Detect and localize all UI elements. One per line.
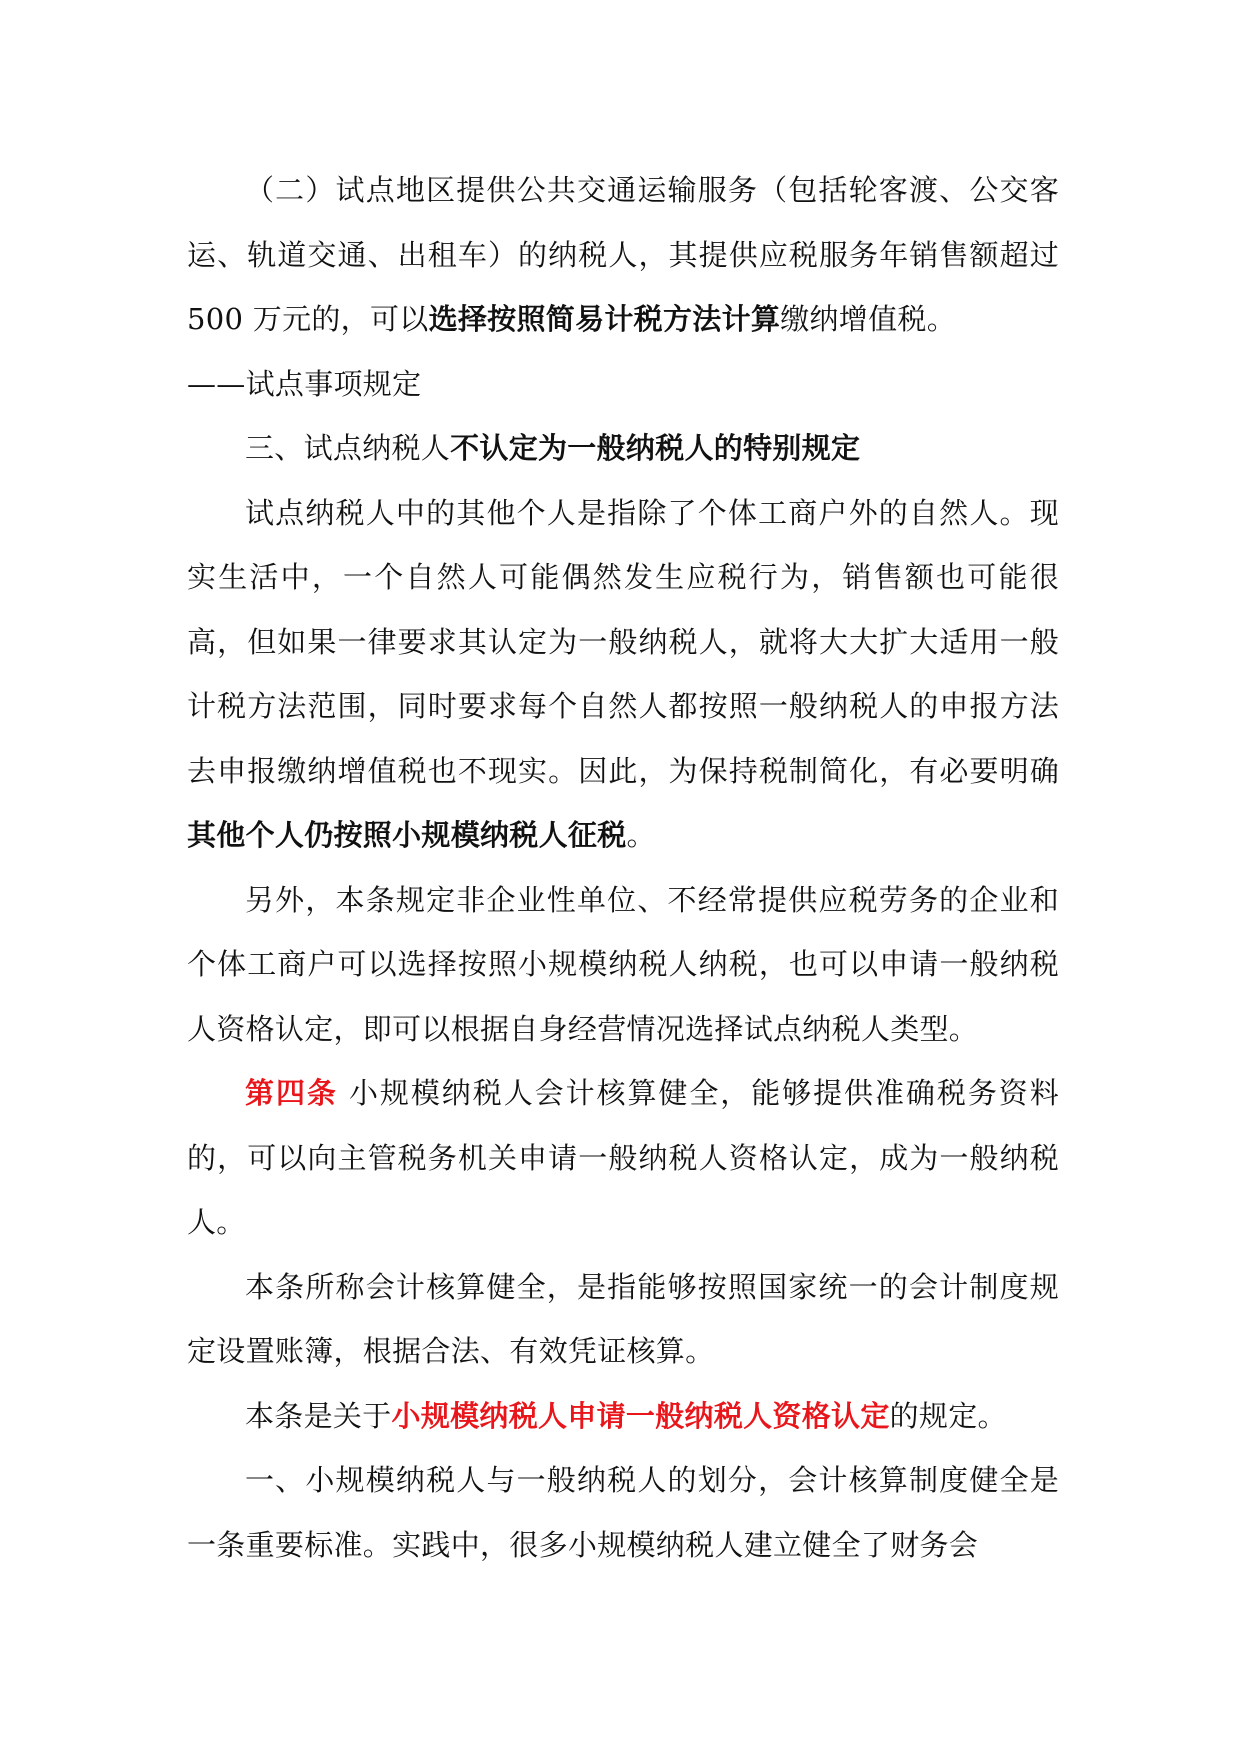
- paragraph-classification-standard: [187, 1448, 1059, 1577]
- text-segment: 的规定。: [889, 1398, 1007, 1433]
- red-phrase-qualification-application: 小规模纳税人申请一般纳税人资格认定: [391, 1398, 890, 1433]
- paragraph-non-enterprise-units: [187, 868, 1059, 1062]
- bold-phrase-special-rule: 不认定为一般纳税人的特别规定: [450, 431, 861, 465]
- paragraph-article-purpose: [187, 1384, 1059, 1449]
- article-four-label: 第四条: [245, 1076, 338, 1110]
- text-segment: 缴纳增值税。: [780, 302, 956, 336]
- text-segment: 。: [626, 818, 656, 852]
- text-segment: ——试点事项规定: [187, 366, 422, 401]
- paragraph-public-transport-rule: [187, 158, 1059, 352]
- paragraph-source-note: [187, 352, 1059, 417]
- text-segment: （二）试点地区提供公共交通运输服务（包括轮客渡、公交客运、轨道交通、出租车）的纳税人，其提供应税服务年销售额超过 500 万元的，可以: [187, 173, 1059, 336]
- paragraph-accounting-definition: [187, 1255, 1059, 1384]
- text-segment: 三、试点纳税人: [245, 431, 451, 465]
- paragraph-section-three-heading: [187, 416, 1059, 481]
- bold-phrase-simple-tax-method: 选择按照简易计税方法计算: [428, 302, 781, 336]
- text-segment: 本条是关于: [245, 1398, 392, 1433]
- text-segment: 试点纳税人中的其他个人是指除了个体工商户外的自然人。现实生活中，一个自然人可能偶然发生应税行为，销售额也可能很高，但如果一律要求其认定为一般纳税人，就将大大扩大适用一般计税方法范围，同时要求每个自然人都按照一般纳税人的申报方法去申报缴纳增值税也不现实。因此，为保持税制简化，有必要明确: [187, 495, 1059, 788]
- text-segment: 本条所称会计核算健全，是指能够按照国家统一的会计制度规定设置账簿，根据合法、有效凭证核算。: [187, 1269, 1059, 1368]
- text-segment: 小规模纳税人会计核算健全，能够提供准确税务资料的，可以向主管税务机关申请一般纳税人资格认定，成为一般纳税人。: [187, 1076, 1059, 1239]
- text-segment: 另外，本条规定非企业性单位、不经常提供应税劳务的企业和个体工商户可以选择按照小规模纳税人纳税，也可以申请一般纳税人资格认定，即可以根据自身经营情况选择试点纳税人类型。: [187, 882, 1059, 1046]
- paragraph-other-individuals: [187, 481, 1059, 868]
- text-segment: 一、小规模纳税人与一般纳税人的划分，会计核算制度健全是一条重要标准。实践中，很多小规模纳税人建立健全了财务会: [187, 1463, 1059, 1562]
- bold-phrase-small-scale-taxation: 其他个人仍按照小规模纳税人征税: [187, 818, 627, 852]
- paragraph-article-four: [187, 1061, 1059, 1255]
- document-body: [187, 158, 1059, 1577]
